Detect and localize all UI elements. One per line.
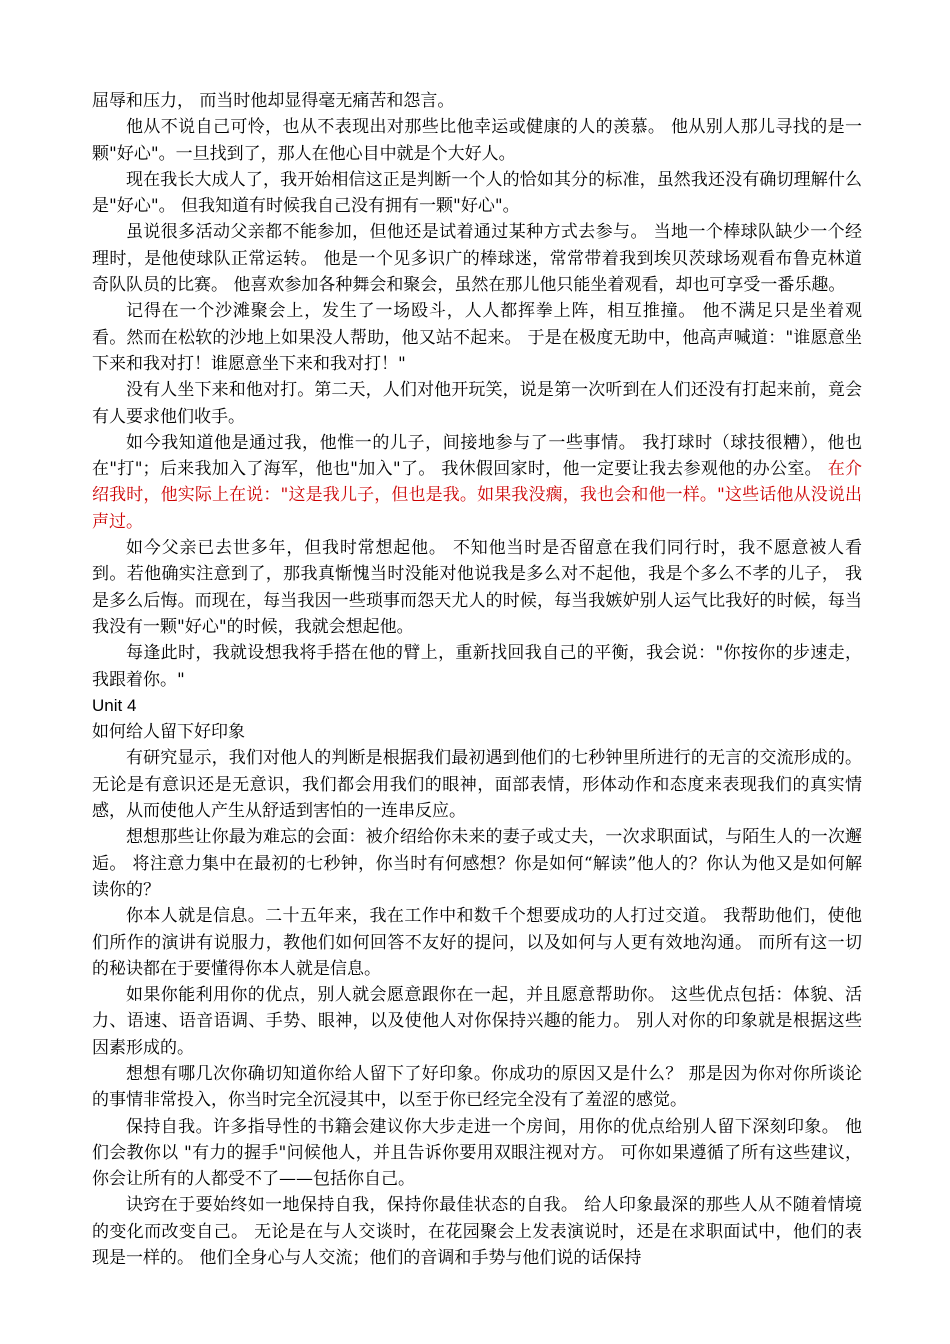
paragraph-remember-father: 如今父亲已去世多年，但我时常想起他。 不知他当时是否留意在我们同行时，我不愿意被人看到。若他确实注意到了，那我真惭愧当时没能对他说我是多么对不起他，我是个多么不孝的儿子， 我是多么后悔。而现在，每当我因一些琐事而怨天尤人的时候，每当我嫉妒别人运气比我好的时候，每当我没有一颗"好心"的时候，我就会想起他。 bbox=[92, 538, 862, 637]
unit-heading: Unit 4 bbox=[92, 695, 137, 715]
paragraph-through-me bbox=[92, 430, 862, 535]
section-title: 如何给人留下好印象 bbox=[92, 722, 245, 743]
paragraph-continued: 屈辱和压力， 而当时他却显得毫无痛苦和怨言。 bbox=[92, 91, 455, 111]
paragraph-good-impression: 想想有哪几次你确切知道你给人留下了好印象。你成功的原因又是什么？ 那是因为你对你所谈论的事情非常投入，你当时完全沉浸其中，以至于你已经完全没有了羞涩的感觉。 bbox=[92, 1063, 862, 1111]
paragraph-be-yourself: 保持自我。许多指导性的书籍会建议你大步走进一个房间，用你的优点给别人留下深刻印象。 他们会教你以 "有力的握手"问候他人，并且告诉你要用双眼注视对方。 可你如果遵循了所有这些建议，你会让所有的人都受不了——包括你自己。 bbox=[92, 1116, 862, 1190]
paragraph-through-me-text: 如今我知道他是通过我，他惟一的儿子，间接地参与了一些事情。 我打球时（球技很糟），他也在"打"；后来我加入了海军，他也"加入"了。 我休假回家时，他一定要让我去参观他的办公室。 bbox=[92, 432, 862, 480]
highlighted-sentence: 在介绍我时，他实际上在说："这是我儿子，但也是我。如果我没瘸，我也会和他一样。"这些话他从没说出声过。 bbox=[92, 459, 862, 532]
paragraph-beach-party: 记得在一个沙滩聚会上，发生了一场殴斗，人人都挥拳上阵，相互推撞。 他不满足只是坐着观看。然而在松软的沙地上如果没人帮助，他又站不起来。 于是在极度无助中，他高声喊道："谁愿意坐下来和我对打！谁愿意坐下来和我对打！" bbox=[92, 301, 862, 374]
paragraph-you-are-message: 你本人就是信息。二十五年来，我在工作中和数千个想要成功的人打过交道。 我帮助他们，使他们所作的演讲有说服力，教他们如何回答不友好的提问，以及如何与人更有效地沟通。 而所有这一切的秘诀都在于要懂得你本人就是信息。 bbox=[92, 906, 862, 979]
paragraph-consistency: 诀窍在于要始终如一地保持自我，保持你最佳状态的自我。 给人印象最深的那些人从不随着情境的变化而改变自己。 无论是在与人交谈时，在花园聚会上发表演说时，还是在求职面试中，他们的表现是一样的。 他们全身心与人交流；他们的音调和手势与他们说的话保持 bbox=[92, 1195, 862, 1269]
paragraph-joke: 没有人坐下来和他对打。第二天，人们对他开玩笑，说是第一次听到在人们还没有打起来前，竟会有人要求他们收手。 bbox=[92, 380, 862, 427]
paragraph-balance: 每逢此时，我就设想我将手搭在他的臂上，重新找回我自己的平衡，我会说："你按你的步速走，我跟着你。" bbox=[92, 643, 862, 690]
paragraph-standard: 现在我长大成人了，我开始相信这正是判断一个人的恰如其分的标准，虽然我还没有确切理解什么是"好心"。 但我知道有时候我自己没有拥有一颗"好心"。 bbox=[92, 169, 862, 217]
paragraph-good-heart: 他从不说自己可怜，也从不表现出对那些比他幸运或健康的人的羡慕。 他从别人那儿寻找的是一颗"好心"。一旦找到了，那人在他心目中就是个大好人。 bbox=[92, 117, 862, 164]
paragraph-seven-seconds: 有研究显示，我们对他人的判断是根据我们最初遇到他们的七秒钟里所进行的无言的交流形成的。 无论是有意识还是无意识，我们都会用我们的眼神，面部表情，形体动作和态度来表现我们的真实情感，从而使他人产生从舒适到害怕的一连串反应。 bbox=[92, 748, 862, 822]
paragraph-baseball: 虽说很多活动父亲都不能参加，但他还是试着通过某种方式去参与。 当地一个棒球队缺少一个经理时，是他使球队正常运转。 他是一个见多识广的棒球迷，常常带着我到埃贝茨球场观看布鲁克林道奇队队员的比赛。 他喜欢参加各种舞会和聚会，虽然在那儿他只能坐着观看，却也可享受一番乐趣。 bbox=[92, 222, 862, 296]
paragraph-strengths: 如果你能利用你的优点，别人就会愿意跟你在一起，并且愿意帮助你。 这些优点包括：体貌、活力、语速、语音语调、手势、眼神，以及使他人对你保持兴趣的能力。 别人对你的印象就是根据这些因素形成的。 bbox=[92, 985, 862, 1058]
paragraph-memorable-meetings: 想想那些让你最为难忘的会面：被介绍给你未来的妻子或丈夫，一次求职面试，与陌生人的一次邂逅。 将注意力集中在最初的七秒钟，你当时有何感想？你是如何“解读”他人的？你认为他又是如何解读你的？ bbox=[92, 827, 862, 900]
